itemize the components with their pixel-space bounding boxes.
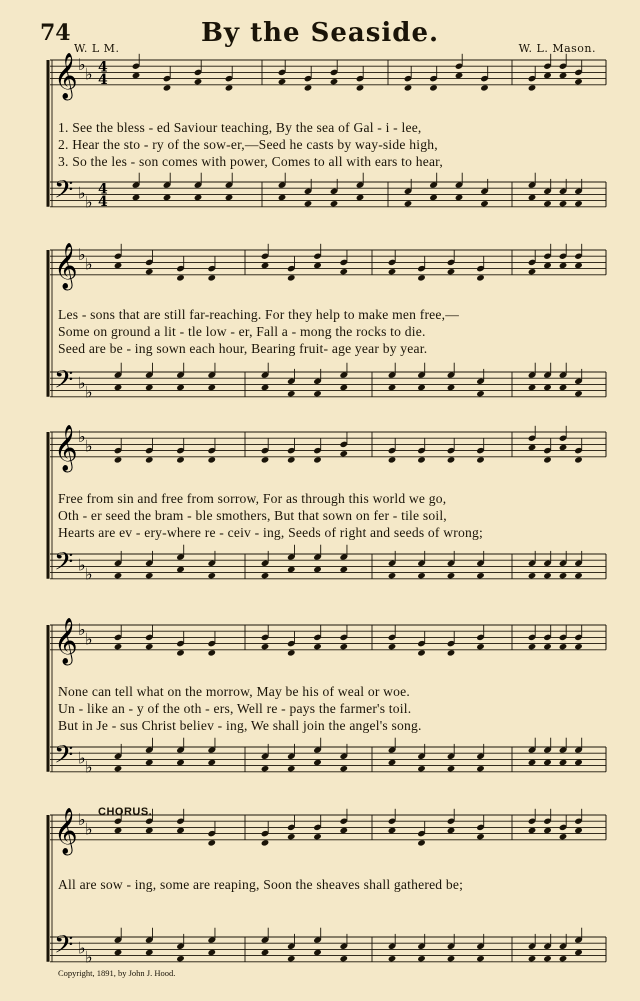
note-head [132,72,141,79]
note-head [145,456,154,463]
time-signature-denominator: 4 [98,71,108,88]
note-head [574,78,583,85]
note-head [163,84,172,91]
note-head [313,949,322,956]
lyric-line: 2. Hear the sto - ry of the sow-er,—Seed he casts by way-side high, [58,137,438,152]
note-head [287,274,296,281]
flat-icon: ♭ [85,192,93,212]
note-head [543,200,552,207]
bass-clef-icon: 𝄢 [54,930,74,966]
note-head [559,833,568,840]
flat-icon: ♭ [85,564,93,584]
note-head [417,274,426,281]
note-head [176,649,185,656]
note-head [574,390,583,397]
note-head [417,572,426,579]
flat-icon: ♭ [78,810,86,830]
note-head [455,72,464,79]
flat-icon: ♭ [85,757,93,777]
note-head [574,949,583,956]
flat-icon: ♭ [78,938,86,958]
note-head [447,456,456,463]
note-head [574,456,583,463]
note-head [261,262,270,269]
note-head [480,84,489,91]
note-head [261,839,270,846]
bass-clef-icon: 𝄢 [54,175,74,211]
music-credit: W. L. Mason. [518,42,596,55]
note-head [528,572,537,579]
note-head [447,955,456,962]
note-head [114,949,123,956]
note-head [313,833,322,840]
copyright-notice: Copyright, 1891, by John J. Hood. [58,968,176,978]
note-head [194,78,203,85]
note-head [339,268,348,275]
note-head [528,827,537,834]
note-head [543,643,552,650]
note-head [388,759,397,766]
note-head [404,84,413,91]
note-head [559,262,568,269]
note-head [543,759,552,766]
note-head [339,827,348,834]
flat-icon: ♭ [78,183,86,203]
note-head [261,384,270,391]
note-head [287,649,296,656]
note-head [278,194,287,201]
flat-icon: ♭ [85,629,93,649]
note-head [304,84,313,91]
note-head [476,955,485,962]
note-head [528,384,537,391]
note-head [313,759,322,766]
note-head [559,643,568,650]
note-head [114,456,123,463]
note-head [225,194,234,201]
note-head [528,759,537,766]
note-head [559,384,568,391]
note-head [574,759,583,766]
lyric-line: None can tell what on the morrow, May be his of weal or woe. [58,684,410,699]
note-head [528,955,537,962]
lyric-line: 3. So the les - son comes with power, Comes to all with ears to hear, [58,154,443,169]
note-head [447,384,456,391]
note-head [559,955,568,962]
note-head [543,262,552,269]
note-head [145,384,154,391]
note-head [574,262,583,269]
flat-icon: ♭ [78,620,86,640]
note-head [207,649,216,656]
note-head [559,572,568,579]
flat-icon: ♭ [85,819,93,839]
note-head [574,827,583,834]
note-head [543,827,552,834]
note-head [176,759,185,766]
note-head [207,572,216,579]
note-head [114,572,123,579]
note-head [313,456,322,463]
note-head [447,765,456,772]
note-head [528,444,537,451]
note-head [207,456,216,463]
note-head [339,643,348,650]
note-head [356,84,365,91]
note-head [287,765,296,772]
note-head [476,643,485,650]
note-head [417,384,426,391]
note-head [339,450,348,457]
note-head [356,194,365,201]
note-head [207,384,216,391]
flat-icon: ♭ [85,254,93,274]
note-head [528,643,537,650]
note-head [447,827,456,834]
lyric-line: All are sow - ing, some are reaping, Soon the sheaves shall gathered be; [58,877,464,892]
note-head [417,649,426,656]
note-head [559,72,568,79]
note-head [388,827,397,834]
note-head [176,384,185,391]
note-head [287,833,296,840]
note-head [388,456,397,463]
flat-icon: ♭ [78,748,86,768]
treble-clef-icon: 𝄞 [54,807,78,854]
note-head [330,200,339,207]
note-head [176,456,185,463]
note-head [417,839,426,846]
note-head [388,955,397,962]
note-head [261,456,270,463]
note-head [339,955,348,962]
note-head [559,759,568,766]
note-head [476,572,485,579]
note-head [261,643,270,650]
note-head [574,643,583,650]
flat-icon: ♭ [85,947,93,967]
note-head [417,955,426,962]
note-head [176,955,185,962]
note-head [145,949,154,956]
note-head [330,78,339,85]
note-head [559,200,568,207]
flat-icon: ♭ [78,373,86,393]
words-credit: W. L M. [74,42,120,55]
note-head [261,949,270,956]
note-head [163,194,172,201]
lyric-line: Free from sin and free from sorrow, For as through this world we go, [58,491,447,506]
note-head [194,194,203,201]
note-head [145,268,154,275]
note-head [207,274,216,281]
note-head [304,200,313,207]
note-head [447,572,456,579]
note-head [543,572,552,579]
note-head [114,384,123,391]
note-head [447,268,456,275]
note-head [528,194,537,201]
note-head [207,759,216,766]
note-head [176,827,185,834]
note-head [313,390,322,397]
note-head [476,833,485,840]
note-head [145,643,154,650]
note-head [339,765,348,772]
flat-icon: ♭ [78,555,86,575]
flat-icon: ♭ [78,55,86,75]
note-head [313,566,322,573]
note-head [313,262,322,269]
page-number: 74 [40,20,71,46]
hymn-title: By the Seaside. [200,18,440,48]
note-head [176,274,185,281]
note-head [287,955,296,962]
note-head [207,839,216,846]
note-head [429,84,438,91]
lyric-line: Un - like an - y of the oth - ers, Well re - pays the farmer's toil. [58,701,412,716]
note-head [528,84,537,91]
note-head [528,268,537,275]
treble-clef-icon: 𝄞 [54,242,78,289]
note-head [145,572,154,579]
note-head [287,456,296,463]
note-head [480,200,489,207]
note-head [388,384,397,391]
flat-icon: ♭ [78,427,86,447]
bass-clef-icon: 𝄢 [54,365,74,401]
note-head [287,566,296,573]
note-head [543,456,552,463]
time-signature-numerator: 4 [98,59,108,76]
note-head [388,268,397,275]
lyric-line: Hearts are ev - ery-where re - ceiv - ing, Seeds of right and seeds of wrong; [58,525,483,540]
note-head [574,572,583,579]
note-head [476,390,485,397]
time-signature-denominator: 4 [98,193,108,210]
lyric-line: 1. See the bless - ed Saviour teaching, By the sea of Gal - i - lee, [58,120,422,135]
lyric-line: Some on ground a lit - tle low - er, Fall a - mong the rocks to die. [58,324,426,339]
note-head [429,194,438,201]
note-head [287,390,296,397]
note-head [543,384,552,391]
note-head [417,765,426,772]
flat-icon: ♭ [85,64,93,84]
note-head [207,949,216,956]
note-head [455,194,464,201]
note-head [339,384,348,391]
chorus-label: CHORUS. [98,806,153,818]
lyric-line: Seed are be - ing sown each hour, Bearing fruit- age year by year. [58,341,428,356]
note-head [313,643,322,650]
note-head [225,84,234,91]
note-head [404,200,413,207]
note-head [543,72,552,79]
note-head [114,643,123,650]
treble-clef-icon: 𝄞 [54,617,78,664]
note-head [447,649,456,656]
note-head [114,262,123,269]
note-head [145,759,154,766]
note-head [417,456,426,463]
time-signature-numerator: 4 [98,181,108,198]
note-head [388,643,397,650]
lyric-line: But in Je - sus Christ believ - ing, We shall join the angel's song. [58,718,422,733]
treble-clef-icon: 𝄞 [54,424,78,471]
bass-clef-icon: 𝄢 [54,547,74,583]
note-head [278,78,287,85]
note-head [339,566,348,573]
note-head [543,955,552,962]
note-head [388,572,397,579]
note-head [476,456,485,463]
note-head [176,566,185,573]
flat-icon: ♭ [78,245,86,265]
lyric-line: Oth - er seed the bram - ble smothers, But that sown on fer - tile soil, [58,508,447,523]
note-head [132,194,141,201]
note-head [261,572,270,579]
note-head [476,274,485,281]
treble-clef-icon: 𝄞 [54,52,78,99]
note-head [145,827,154,834]
note-head [114,765,123,772]
lyric-line: Les - sons that are still far-reaching. For they help to make men free,— [58,307,460,322]
bass-clef-icon: 𝄢 [54,740,74,776]
flat-icon: ♭ [85,382,93,402]
note-head [559,444,568,451]
note-head [476,765,485,772]
flat-icon: ♭ [85,436,93,456]
note-head [114,827,123,834]
note-head [574,200,583,207]
note-head [261,765,270,772]
